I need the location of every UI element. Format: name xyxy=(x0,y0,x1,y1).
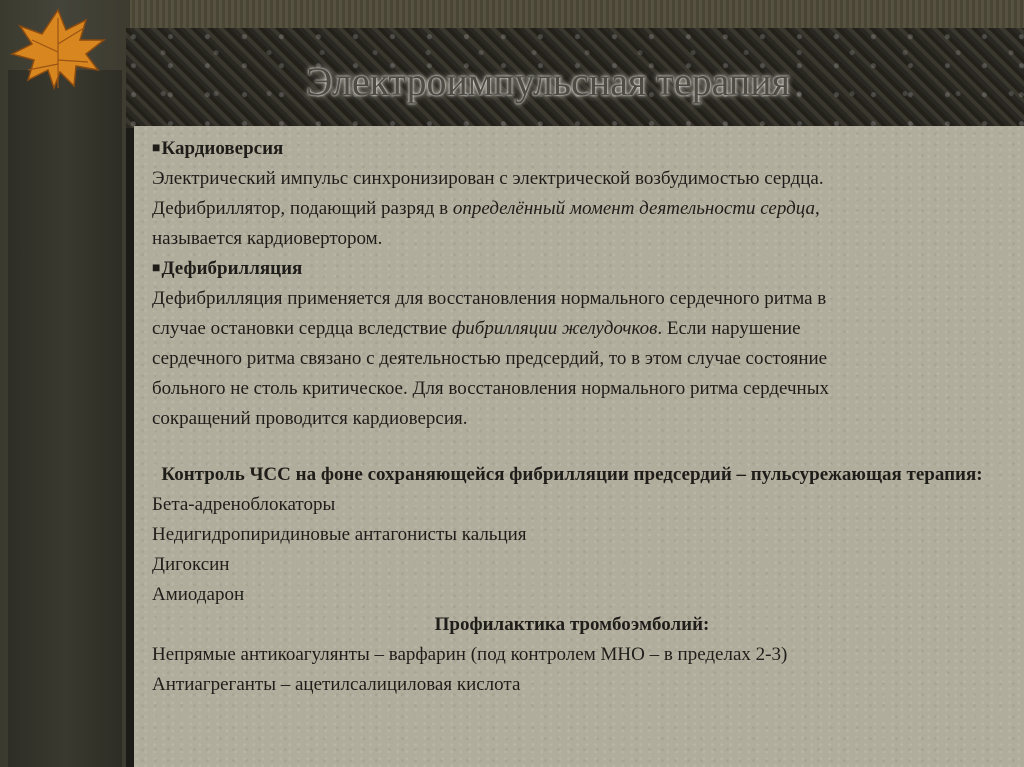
cardioversion-line-2-end: , xyxy=(814,198,820,219)
slide-body xyxy=(152,134,992,700)
cardioversion-emphasis: определённый момент деятельности сердца xyxy=(452,198,815,219)
left-decor-column xyxy=(0,0,130,767)
rate-control-heading: Контроль ЧСС на фоне сохраняющейся фибрилляции предсердий – пульсурежающая терапия: xyxy=(161,464,983,485)
defibrillation-line-2-end: . Если нарушение xyxy=(657,318,801,339)
defibrillation-line-2 xyxy=(152,314,992,344)
defibrillation-heading xyxy=(152,254,992,284)
title-bar xyxy=(126,28,1024,128)
cardioversion-line-2 xyxy=(152,194,992,224)
cardioversion-line-2-start: Дефибриллятор, подающий разряд в xyxy=(152,198,453,219)
rate-control-item: Амиодарон xyxy=(152,584,245,605)
cardioversion-line-1: Электрический импульс синхронизирован с электрической возбудимостью сердца. xyxy=(152,168,824,189)
thromboembolism-item: Антиагреганты – ацетилсалициловая кислота xyxy=(152,674,521,695)
autumn-leaf-icon xyxy=(4,4,112,92)
top-border xyxy=(0,0,1024,28)
slide-title: Электроимпульсная терапия xyxy=(306,59,791,104)
defibrillation-line-3: сердечного ритма связано с деятельностью предсердий, то в этом случае состояние xyxy=(152,348,828,369)
spacer xyxy=(152,434,992,460)
defibrillation-emphasis: фибрилляции желудочков xyxy=(451,318,658,339)
rate-control-item: Дигоксин xyxy=(152,554,230,575)
slide xyxy=(126,28,1024,767)
content-panel xyxy=(134,126,1024,767)
defibrillation-line-4: больного не столь критическое. Для восстановления нормального ритма сердечных xyxy=(152,378,829,399)
rate-control-item: Бета-адреноблокаторы xyxy=(152,494,336,515)
thromboembolism-item: Непрямые антикоагулянты – варфарин (под контролем МНО – в пределах 2-3) xyxy=(152,644,788,665)
cardioversion-line-3: называется кардиовертором. xyxy=(152,228,383,249)
defibrillation-heading-text: Дефибрилляция xyxy=(161,258,303,279)
bullet-icon: ■ xyxy=(152,261,161,276)
cardioversion-heading-text: Кардиоверсия xyxy=(161,138,284,159)
bullet-icon: ■ xyxy=(152,141,161,156)
cardioversion-heading xyxy=(152,134,992,164)
defibrillation-line-5: сокращений проводится кардиоверсия. xyxy=(152,408,468,429)
left-decor-strip xyxy=(8,70,122,767)
defibrillation-line-2-start: случае остановки сердца вследствие xyxy=(152,318,452,339)
rate-control-item: Недигидропиридиновые антагонисты кальция xyxy=(152,524,527,545)
thromboembolism-heading: Профилактика тромбоэмболий: xyxy=(434,614,710,635)
defibrillation-line-1: Дефибрилляция применяется для восстановления нормального сердечного ритма в xyxy=(152,288,827,309)
